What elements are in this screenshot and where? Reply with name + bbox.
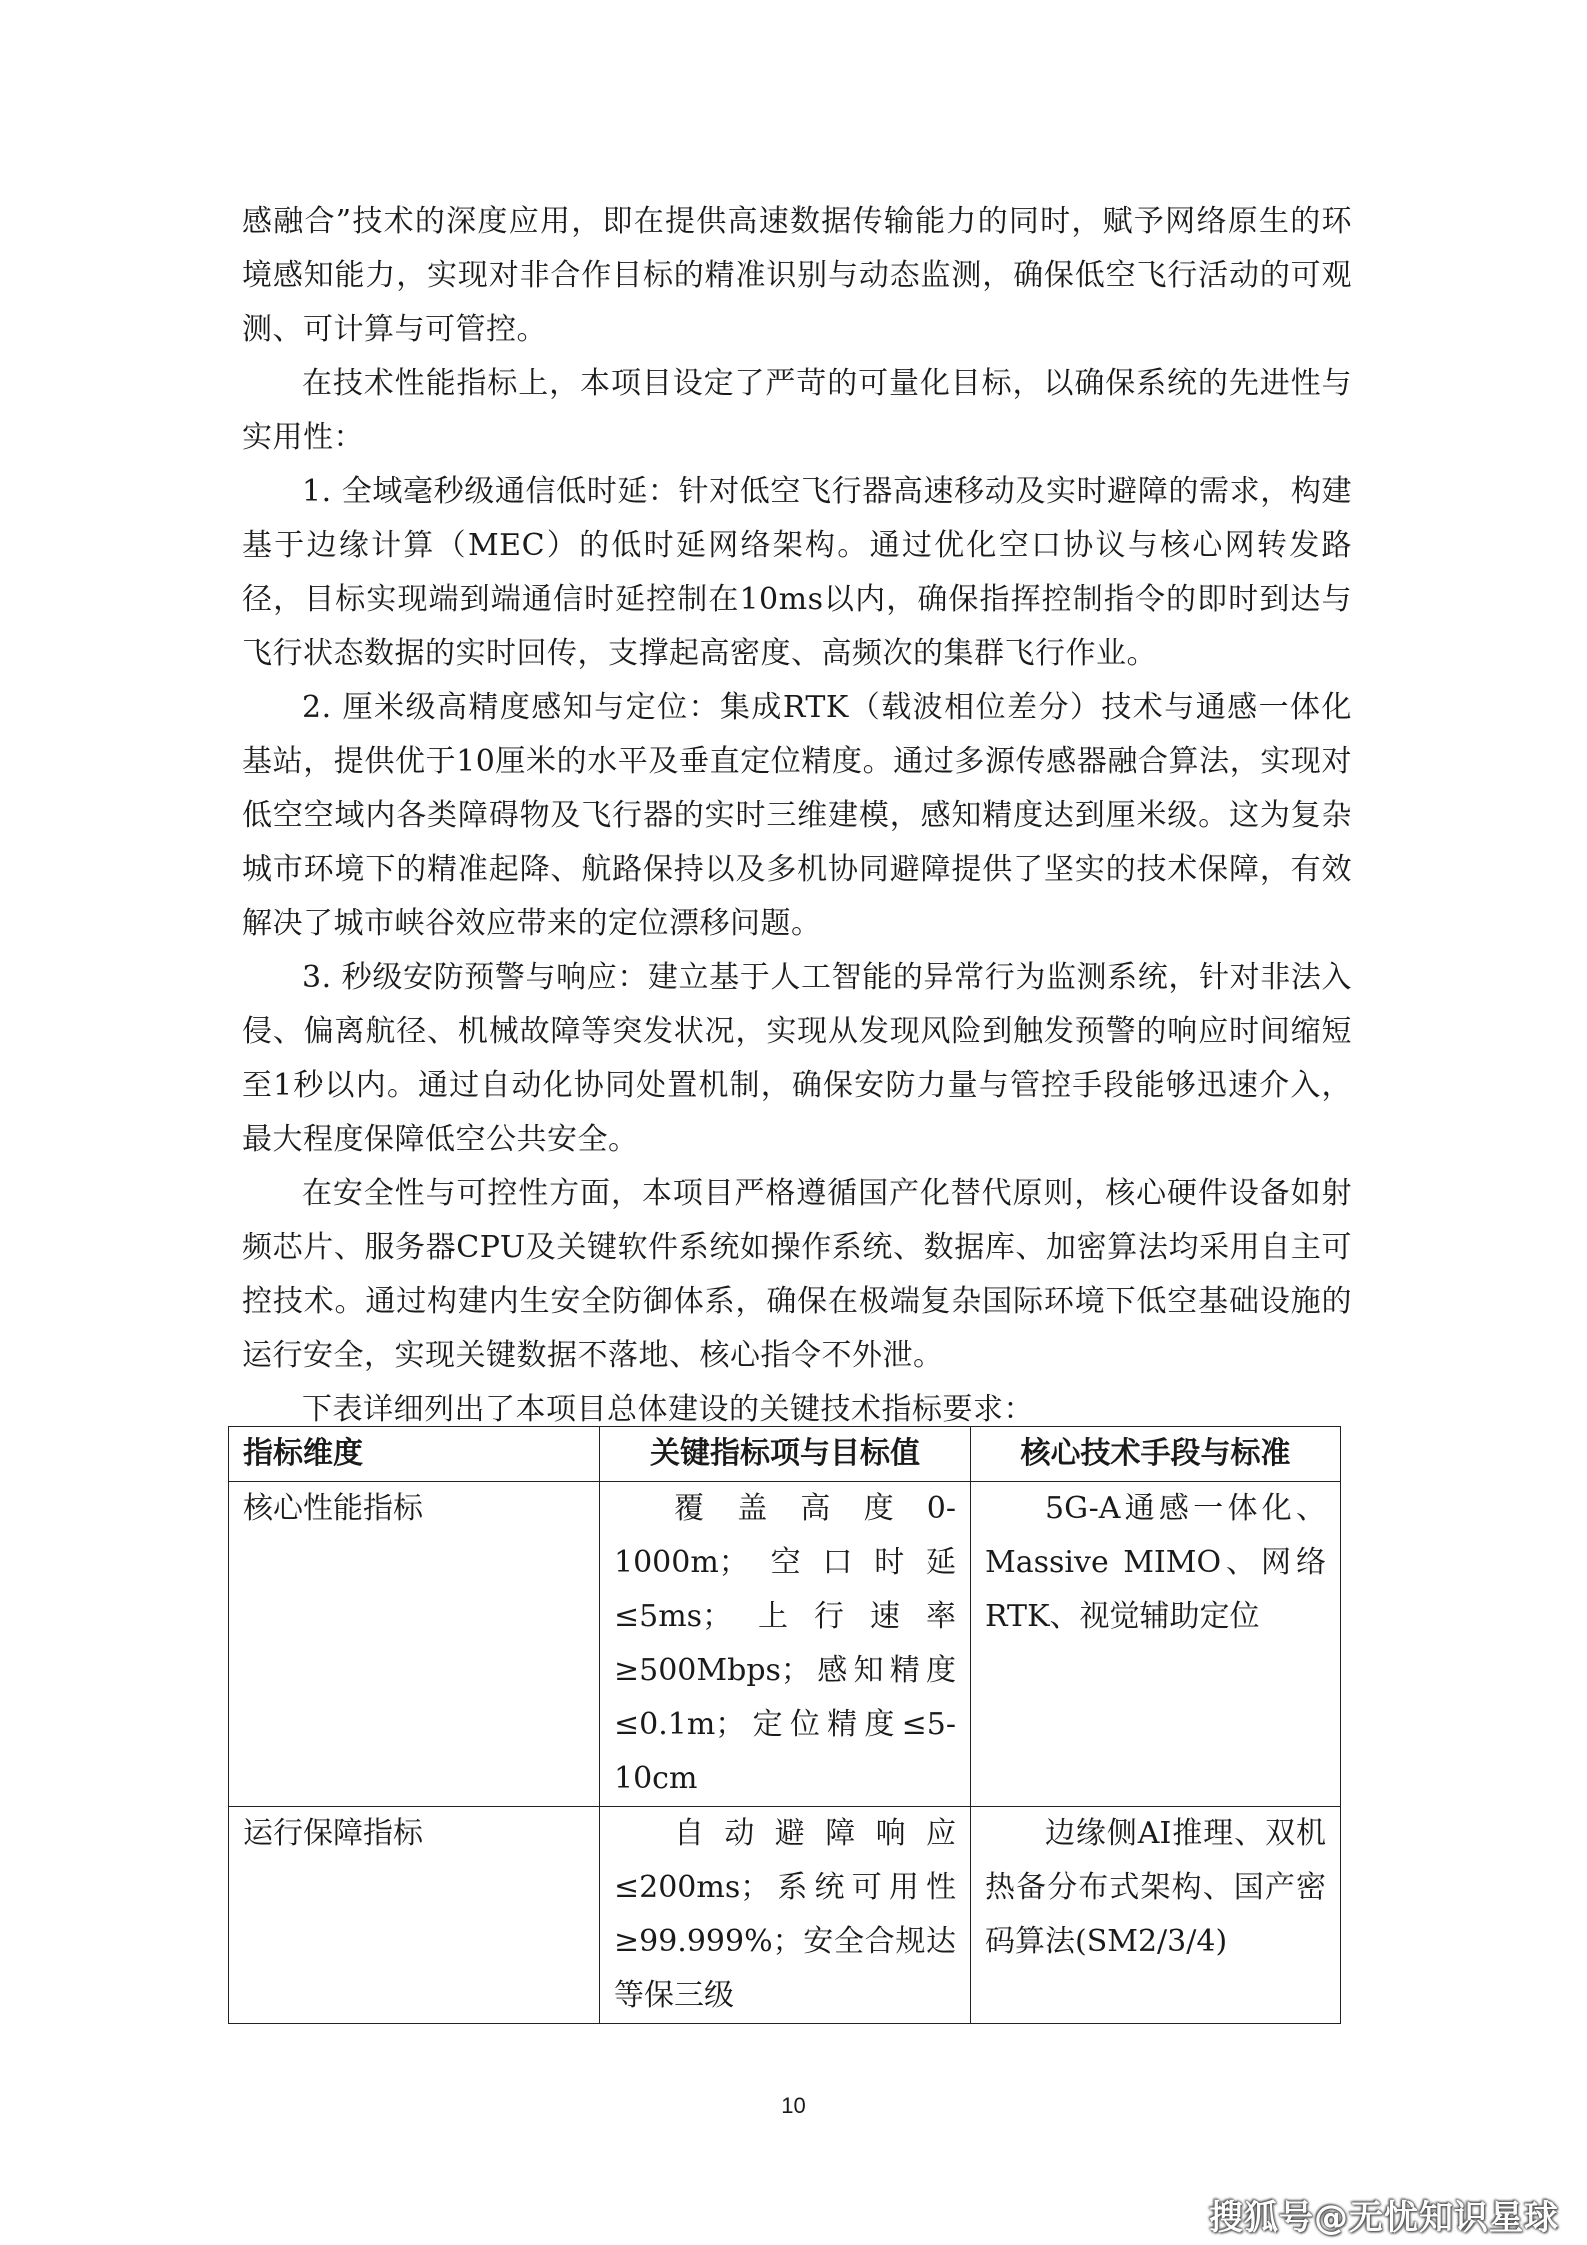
cell-dimension: 运行保障指标 <box>229 1807 600 2024</box>
table-row <box>229 1807 1341 2024</box>
watermark: 搜狐号@无忧知识星球 <box>1209 2198 1559 2238</box>
paragraph-item-positioning: 2. 厘米级高精度感知与定位：集成RTK（载波相位差分）技术与通感一体化基站，提供优于10厘米的水平及垂直定位精度。通过多源传感器融合算法，实现对低空空域内各类障碍物及飞行器的实时三维建模，感知精度达到厘米级。这为复杂城市环境下的精准起降、航路保持以及多机协同避障提供了坚实的技术保障，有效解决了城市峡谷效应带来的定位漂移问题。 <box>242 690 1352 941</box>
header-target: 关键指标项与目标值 <box>600 1427 971 1482</box>
header-dimension: 指标维度 <box>229 1427 600 1482</box>
table-header-row <box>229 1427 1341 1482</box>
paragraph-item-low-latency: 1. 全域毫秒级通信低时延：针对低空飞行器高速移动及实时避障的需求，构建基于边缘计算（MEC）的低时延网络架构。通过优化空口协议与核心网转发路径，目标实现端到端通信时延控制在10ms以内，确保指挥控制指令的即时到达与飞行状态数据的实时回传，支撑起高密度、高频次的集群飞行作业。 <box>242 474 1352 671</box>
cell-means: 边缘侧AI推理、双机热备分布式架构、国产密码算法(SM2/3/4) <box>971 1807 1341 2024</box>
paragraph-security-control: 在安全性与可控性方面，本项目严格遵循国产化替代原则，核心硬件设备如射频芯片、服务器CPU及关键软件系统如操作系统、数据库、加密算法均采用自主可控技术。通过构建内生安全防御体系，确保在极端复杂国际环境下低空基础设施的运行安全，实现关键数据不落地、核心指令不外泄。 <box>242 1176 1352 1373</box>
paragraph-item-security-alert: 3. 秒级安防预警与响应：建立基于人工智能的异常行为监测系统，针对非法入侵、偏离航径、机械故障等突发状况，实现从发现风险到触发预警的响应时间缩短至1秒以内。通过自动化协同处置机制，确保安防力量与管控手段能够迅速介入，最大程度保障低空公共安全。 <box>242 960 1352 1157</box>
page-number: 10 <box>781 2093 806 2118</box>
paragraph-intro-continued: 感融合”技术的深度应用，即在提供高速数据传输能力的同时，赋予网络原生的环境感知能力，实现对非合作目标的精准识别与动态监测，确保低空飞行活动的可观测、可计算与可管控。 <box>242 204 1352 347</box>
paragraph-performance-intro: 在技术性能指标上，本项目设定了严苛的可量化目标，以确保系统的先进性与实用性： <box>242 366 1352 455</box>
cell-dimension: 核心性能指标 <box>229 1482 600 1807</box>
cell-target: 覆盖高度0-1000m；空口时延≤5ms；上行速率≥500Mbps；感知精度≤0.1m；定位精度≤5-10cm <box>600 1482 971 1807</box>
cell-target: 自动避障响应≤200ms；系统可用性≥99.999%；安全合规达等保三级 <box>600 1807 971 2024</box>
paragraph-table-intro: 下表详细列出了本项目总体建设的关键技术指标要求： <box>302 1392 1034 1427</box>
spec-table <box>228 1426 1341 2024</box>
table-row <box>229 1482 1341 1807</box>
document-body <box>242 195 1352 1437</box>
cell-means: 5G-A通感一体化、Massive MIMO、网络RTK、视觉辅助定位 <box>971 1482 1341 1807</box>
header-means: 核心技术手段与标准 <box>971 1427 1341 1482</box>
